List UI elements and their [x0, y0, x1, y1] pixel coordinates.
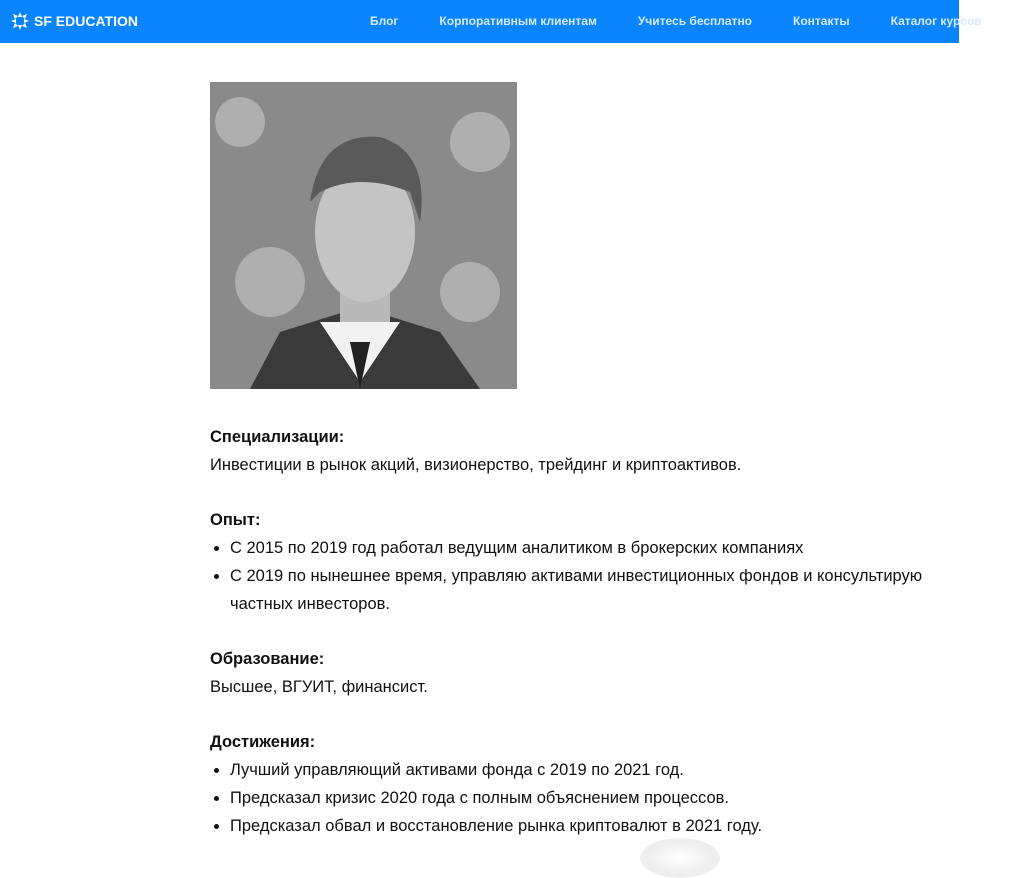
list-item: • С 2019 по нынешнее время, управляю активами инвестиционных фондов и консультирую частных инвесторов. [230, 562, 930, 618]
specializations-section [210, 423, 930, 479]
expert-info [210, 423, 930, 867]
section-title: Образование: [210, 650, 325, 668]
section-title: Специализации: [210, 428, 345, 446]
expert-photo [210, 82, 517, 389]
logo-icon [10, 11, 30, 31]
section-text: Инвестиции в рынок акций, визионерство, трейдинг и криптоактивов. [210, 456, 742, 474]
nav-catalog[interactable]: Каталог курсов [890, 14, 982, 28]
nav-free-learning[interactable]: Учитесь бесплатно [637, 14, 753, 28]
education-section [210, 645, 930, 701]
list-item: • Предсказал обвал и восстановление рынка криптовалют в 2021 году. [230, 812, 930, 840]
list-item: • С 2015 по 2019 год работал ведущим аналитиком в брокерских компаниях [230, 534, 930, 562]
main-nav [370, 14, 1023, 28]
section-title: Достижения: [210, 733, 316, 751]
achievements-list [210, 756, 930, 840]
experience-section [210, 506, 930, 618]
section-text: Высшее, ВГУИТ, финансист. [210, 678, 428, 696]
top-header [0, 0, 982, 43]
list-item: • Лучший управляющий активами фонда с 2019 по 2021 год. [230, 756, 930, 784]
nav-contacts[interactable]: Контакты [793, 14, 850, 28]
list-item: • Предсказал кризис 2020 года с полным объяснением процессов. [230, 784, 930, 812]
experience-list [210, 534, 930, 618]
nav-corporate[interactable]: Корпоративным клиентам [439, 14, 597, 28]
section-title: Опыт: [210, 511, 261, 529]
achievements-section [210, 728, 930, 840]
decorative-shape [640, 838, 720, 878]
logo[interactable] [10, 11, 138, 31]
nav-blog[interactable]: Блог [370, 14, 399, 28]
logo-text: SF EDUCATION [34, 13, 138, 29]
